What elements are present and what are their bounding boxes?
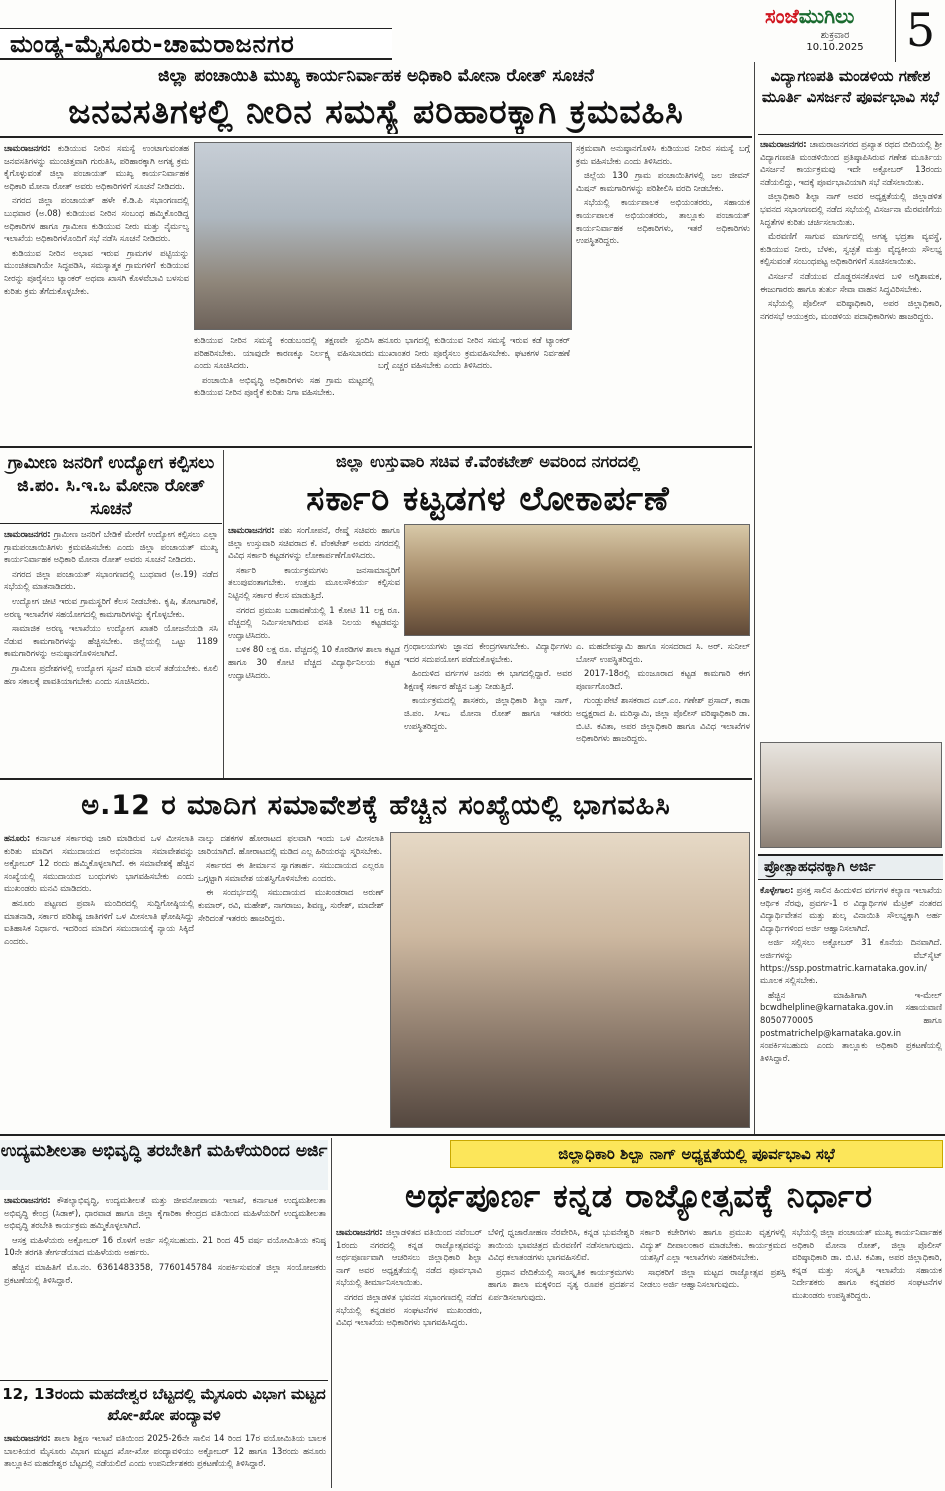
sidebar2-body: ಕೊಳ್ಳೇಗಾಲ: ಪ್ರಸಕ್ತ ಸಾಲಿನ ಹಿಂದುಳಿದ ವರ್ಗಗಳ ಕಲ್ಯಾಣ ಇಲಾಖೆಯ ಆರ್ಥಿಕ ನೆರವು, ಪ್ರವರ್ಗ-1 ರ ವಿದ್ಯಾರ್ಥಿಗಳ ಮೆಟ್ರಿಕ್ ನಂತರದ ವಿದ್ಯಾರ್ಥಿವೇತನ ಮತ್ತು ಶುಲ್ಕ ವಿನಾಯಿತಿ ಸೌಲಭ್ಯಕ್ಕಾಗಿ ಅರ್ಹ ವಿದ್ಯಾರ್ಥಿಗಳಿಂದ ಅರ್ಜಿ ಆಹ್ವಾನಿಸಲಾಗಿದೆ. ಅರ್ಜಿ ಸಲ್ಲಿಸಲು ಅಕ್ಟೋಬರ್ 31 ಕೊನೆಯ ದಿನವಾಗಿದೆ. ಅರ್ಜಿಗಳನ್ನು ವೆಬ್‌ಸೈಟ್ https://ssp.postmatric.karnataka.gov.in/ ಮೂಲಕ ಸಲ್ಲಿಸಬೇಕು. ಹೆಚ್ಚಿನ ಮಾಹಿತಿಗಾಗಿ ಇ-ಮೇಲ್ bcwdhelpline@karnataka.gov.in ಸಹಾಯವಾಣಿ 8050770005 ಹಾಗೂ postmatrichelp@karnataka.gov.in ಸಂಪರ್ಕಿಸಬಹುದು ಎಂದು ತಾಲ್ಲೂಕು ಅಧಿಕಾರಿ ಪ್ರಕಟಣೆಯಲ್ಲಿ ತಿಳಿಸಿದ್ದಾರೆ. xyxy=(760,885,942,1063)
story3-col3: ಎ. ಮಹದೇವಸ್ವಾಮಿ ಹಾಗೂ ಸಂಸದರಾದ ಸಿ. ಅರ್. ಸುನೀಲ್ ಬೋಸ್ ಉಪಸ್ಥಿತರಿದ್ದರು. 2017-18ರಲ್ಲಿ ಮಂಜೂರಾದ ಕಟ್ಟಡ ಕಾಮಗಾರಿ ಈಗ ಪೂರ್ಣಗೊಂಡಿದೆ. ಗುಂಡ್ಲುಪೇಟೆ ಶಾಸಕರಾದ ಎಚ್.ಎಂ. ಗಣೇಶ್ ಪ್ರಸಾದ್, ಕಾಡಾ ಅಧ್ಯಕ್ಷರಾದ ಪಿ. ಮರಿಸ್ವಾಮಿ, ಜಿಲ್ಲಾ ಪೊಲೀಸ್ ವರಿಷ್ಠಾಧಿಕಾರಿ ಡಾ. ಬಿ.ಟಿ. ಕವಿತಾ, ಅಪರ ಜಿಲ್ಲಾಧಿಕಾರಿ ಹಾಗೂ ವಿವಿಧ ಇಲಾಖೆಗಳ ಅಧಿಕಾರಿಗಳು ಹಾಜರಿದ್ದರು. xyxy=(576,641,750,744)
story7-tag: ಜಿಲ್ಲಾಧಿಕಾರಿ ಶಿಲ್ಪಾ ನಾಗ್ ಅಧ್ಯಕ್ಷತೆಯಲ್ಲಿ ಪೂರ್ವಭಾವಿ ಸಭೆ xyxy=(450,1140,943,1168)
story1-headline: ಜನವಸತಿಗಳಲ್ಲಿ ನೀರಿನ ಸಮಸ್ಯೆ ಪರಿಹಾರಕ್ಕಾಗಿ ಕ್ರಮವಹಿಸಿ xyxy=(68,92,684,131)
story2-title: ಗ್ರಾಮೀಣ ಜನರಿಗೆ ಉದ್ಯೋಗ ಕಲ್ಪಿಸಲು ಜಿ.ಪಂ. ಸಿ.ಇ.ಒ ಮೋನಾ ರೋತ್ ಸೂಚನೆ xyxy=(0,452,222,524)
sidebar1-title: ವಿದ್ಯಾಗಣಪತಿ ಮಂಡಳಿಯ ಗಣೇಶ ಮೂರ್ತಿ ವಿಸರ್ಜನೆ ಪೂರ್ವಭಾವಿ ಸಭೆ xyxy=(761,67,940,106)
section-region-title: ಮಂಡ್ಯ-ಮೈಸೂರು-ಚಾಮರಾಜನಗರ xyxy=(0,28,392,60)
page-number: 5 xyxy=(895,0,945,62)
story5-body: ಚಾಮರಾಜನಗರ: ಕೌಶಲ್ಯಾಭಿವೃದ್ಧಿ, ಉದ್ಯಮಶೀಲತೆ ಮತ್ತು ಜೀವನೋಪಾಯ ಇಲಾಖೆ, ಕರ್ನಾಟಕ ಉದ್ಯಮಶೀಲತಾ ಅಭಿವೃದ್ಧಿ ಕೇಂದ್ರ (ಸಿಡಾಕ್), ಧಾರವಾಡ ಹಾಗೂ ಜಿಲ್ಲಾ ಕೈಗಾರಿಕಾ ಕೇಂದ್ರದ ವತಿಯಿಂದ ಮಹಿಳೆಯರಿಗೆ ಉದ್ಯಮಶೀಲತಾ ಅಭಿವೃದ್ಧಿ ತರಬೇತಿ ಕಾರ್ಯಕ್ರಮ ಹಮ್ಮಿಕೊಳ್ಳಲಾಗಿದೆ. ಆಸಕ್ತ ಮಹಿಳೆಯರು ಅಕ್ಟೋಬರ್ 16 ರೊಳಗೆ ಅರ್ಜಿ ಸಲ್ಲಿಸಬಹುದು. 21 ರಿಂದ 45 ವರ್ಷ ವಯೋಮಿತಿಯ ಕನಿಷ್ಠ 10ನೇ ತರಗತಿ ತೇರ್ಗಡೆಯಾದ ಮಹಿಳೆಯರು ಅರ್ಹರು. ಹೆಚ್ಚಿನ ಮಾಹಿತಿಗೆ ಮೊ.ನಂ. 6361483358, 7760145784 ಸಂಪರ್ಕಿಸುವಂತೆ ಜಿಲ್ಲಾ ಸಂಯೋಜಕರು ಪ್ರಕಟಣೆಯಲ್ಲಿ ತಿಳಿಸಿದ್ದಾರೆ. xyxy=(4,1195,326,1285)
issue-day: ಶುಕ್ರವಾರ xyxy=(820,30,850,41)
story3-photo xyxy=(404,524,750,636)
brand-name-b: ಮುಗಿಲು xyxy=(798,4,855,28)
story6-body: ಚಾಮರಾಜನಗರ: ಶಾಲಾ ಶಿಕ್ಷಣ ಇಲಾಖೆ ವತಿಯಿಂದ 2025-26ನೇ ಸಾಲಿನ 14 ರಿಂದ 17ರ ವಯೋಮಿತಿಯ ಬಾಲಕ ಬಾಲಕಿಯರ ಮೈಸೂರು ವಿಭಾಗ ಮಟ್ಟದ ಖೋ-ಖೋ ಪಂದ್ಯಾವಳಿಯು ಅಕ್ಟೋಬರ್ 12 ಹಾಗೂ 13ರಂದು ಹನೂರು ತಾಲ್ಲೂಕಿನ ಮಹದೇಶ್ವರ ಬೆಟ್ಟದಲ್ಲಿ ನಡೆಯಲಿದೆ ಎಂದು ಉಪನಿರ್ದೇಶಕರು ಪ್ರಕಟಣೆಯಲ್ಲಿ ತಿಳಿಸಿದ್ದಾರೆ. xyxy=(4,1433,326,1469)
brand-name-a: ಸಂಜೆ xyxy=(765,4,799,28)
story4-col1: ಹನೂರು: ಕರ್ನಾಟಕ ಸರ್ಕಾರವು ಜಾರಿ ಮಾಡಿರುವ ಒಳ ಮೀಸಲಾತಿ ಕುರಿತು ಮಾದಿಗ ಸಮುದಾಯದ ಅಭಿನಂದನಾ ಸಮಾವೇಶವನ್ನು ಅಕ್ಟೋಬರ್ 12 ರಂದು ಹಮ್ಮಿಕೊಳ್ಳಲಾಗಿದೆ. ಈ ಸಮಾವೇಶಕ್ಕೆ ಹೆಚ್ಚಿನ ಸಂಖ್ಯೆಯಲ್ಲಿ ಸಮುದಾಯದ ಬಂಧುಗಳು ಭಾಗವಹಿಸಬೇಕು ಎಂದು ಮುಖಂಡರು ಮನವಿ ಮಾಡಿದರು. ಹನೂರು ಪಟ್ಟಣದ ಪ್ರವಾಸಿ ಮಂದಿರದಲ್ಲಿ ಸುದ್ದಿಗೋಷ್ಠಿಯಲ್ಲಿ ಮಾತನಾಡಿ, ಸರ್ಕಾರ ಪರಿಶಿಷ್ಟ ಜಾತಿಗಳಿಗೆ ಒಳ ಮೀಸಲಾತಿ ಘೋಷಿಸಿದ್ದು ಐತಿಹಾಸಿಕ ನಿರ್ಧಾರ. ಇದರಿಂದ ಮಾದಿಗ ಸಮುದಾಯಕ್ಕೆ ನ್ಯಾಯ ಸಿಕ್ಕಿದೆ ಎಂದರು. xyxy=(4,833,194,946)
divider xyxy=(0,136,752,138)
story3-col1: ಚಾಮರಾಜನಗರ: ಪಶು ಸಂಗೋಪನೆ, ರೇಷ್ಮೆ ಸಚಿವರು ಹಾಗೂ ಜಿಲ್ಲಾ ಉಸ್ತುವಾರಿ ಸಚಿವರಾದ ಕೆ. ವೆಂಕಟೇಶ್ ಅವರು ನಗರದಲ್ಲಿ ವಿವಿಧ ಸರ್ಕಾರಿ ಕಟ್ಟಡಗಳನ್ನು ಲೋಕಾರ್ಪಣೆಗೊಳಿಸಿದರು. ಸರ್ಕಾರಿ ಕಾರ್ಯಕ್ರಮಗಳು ಜನಸಾಮಾನ್ಯರಿಗೆ ತಲುಪುವಂತಾಗಬೇಕು. ಉತ್ತಮ ಮೂಲಸೌಕರ್ಯ ಕಲ್ಪಿಸುವ ನಿಟ್ಟಿನಲ್ಲಿ ಸರ್ಕಾರ ಕೆಲಸ ಮಾಡುತ್ತಿದೆ. ನಗರದ ಪ್ರಮುಖ ಬಡಾವಣೆಯಲ್ಲಿ 1 ಕೋಟಿ 11 ಲಕ್ಷ ರೂ. ವೆಚ್ಚದಲ್ಲಿ ನಿರ್ಮಿಸಲಾಗಿರುವ ವಸತಿ ನಿಲಯ ಕಟ್ಟಡವನ್ನು ಉದ್ಘಾಟಿಸಿದರು. ಬಳಿಕ 80 ಲಕ್ಷ ರೂ. ವೆಚ್ಚದಲ್ಲಿ 10 ಕೊಠಡಿಗಳ ಶಾಲಾ ಕಟ್ಟಡ ಹಾಗೂ 30 ಕೋಟಿ ವೆಚ್ಚದ ವಿದ್ಯಾರ್ಥಿನಿಲಯ ಕಟ್ಟಡ ಉದ್ಘಾಟಿಸಿದರು. xyxy=(228,525,400,680)
story1-col4: ಸಕ್ರಮವಾಗಿ ಅನುಷ್ಠಾನಗೊಳಿಸಿ ಕುಡಿಯುವ ನೀರಿನ ಸಮಸ್ಯೆ ಬಗ್ಗೆ ಕ್ರಮ ವಹಿಸಬೇಕು ಎಂದು ತಿಳಿಸಿದರು. ಜಿಲ್ಲೆಯ 130 ಗ್ರಾಮ ಪಂಚಾಯಿತಿಗಳಲ್ಲಿ ಜಲ ಜೀವನ್ ಮಿಷನ್ ಕಾಮಗಾರಿಗಳನ್ನು ಪರಿಶೀಲಿಸಿ ವರದಿ ನೀಡಬೇಕು. ಸಭೆಯಲ್ಲಿ ಕಾರ್ಯಪಾಲಕ ಅಭಿಯಂತರರು, ಸಹಾಯಕ ಕಾರ್ಯಪಾಲಕ ಅಭಿಯಂತರರು, ತಾಲ್ಲೂಕು ಪಂಚಾಯತ್ ಕಾರ್ಯನಿರ್ವಾಹಕ ಅಧಿಕಾರಿಗಳು, ಇತರೆ ಅಧಿಕಾರಿಗಳು ಉಪಸ್ಥಿತರಿದ್ದರು. xyxy=(576,143,750,246)
brand-logo xyxy=(765,4,895,32)
column-divider xyxy=(331,1138,332,1488)
story5-title: ಉದ್ಯಮಶೀಲತಾ ಅಭಿವೃದ್ಧಿ ತರಬೇತಿಗೆ ಮಹಿಳೆಯರಿಂದ ಅರ್ಜಿ xyxy=(0,1140,328,1190)
story4-headline: ಅ.12 ರ ಮಾದಿಗ ಸಮಾವೇಶಕ್ಕೆ ಹೆಚ್ಚಿನ ಸಂಖ್ಯೆಯಲ್ಲಿ ಭಾಗವಹಿಸಿ xyxy=(81,790,671,821)
story1-col3: ಹನೂರು ಭಾಗದಲ್ಲಿ ಕುಡಿಯುವ ನೀರಿನ ಸಮಸ್ಯೆ ಇರುವ ಕಡೆ ಟ್ಯಾಂಕರ್ ಮುಖಾಂತರ ನೀರು ಪೂರೈಸಲು ಕ್ರಮವಹಿಸಬೇಕು. ಘಟಕಗಳ ನಿರ್ವಹಣೆ ಬಗ್ಗೆ ಎಚ್ಚರ ವಹಿಸಬೇಕು ಎಂದು ತಿಳಿಸಿದರು. xyxy=(378,335,570,371)
story4-photo xyxy=(390,832,750,1128)
story3-kicker: ಜಿಲ್ಲಾ ಉಸ್ತುವಾರಿ ಸಚಿವ ಕೆ.ವೆಂಕಟೇಶ್ ಅವರಿಂದ ನಗರದಲ್ಲಿ xyxy=(335,452,641,471)
divider xyxy=(758,134,943,135)
story3-col2: ಗ್ರಂಥಾಲಯಗಳು ಜ್ಞಾನದ ಕೇಂದ್ರಗಳಾಗಬೇಕು. ವಿದ್ಯಾರ್ಥಿಗಳು ಇದರ ಸದುಪಯೋಗ ಪಡೆದುಕೊಳ್ಳಬೇಕು. ಹಿಂದುಳಿದ ವರ್ಗಗಳ ಜನರು ಈ ಭಾಗದಲ್ಲಿದ್ದಾರೆ. ಅವರ ಶಿಕ್ಷಣಕ್ಕೆ ಸರ್ಕಾರ ಹೆಚ್ಚಿನ ಒತ್ತು ನೀಡುತ್ತಿದೆ. ಕಾರ್ಯಕ್ರಮದಲ್ಲಿ ಶಾಸಕರು, ಜಿಲ್ಲಾಧಿಕಾರಿ ಶಿಲ್ಪಾ ನಾಗ್, ಜಿ.ಪಂ. ಸಿಇಒ ಮೋನಾ ರೋತ್ ಹಾಗೂ ಇತರರು ಉಪಸ್ಥಿತರಿದ್ದರು. xyxy=(404,641,572,731)
divider xyxy=(0,1380,328,1381)
divider xyxy=(0,778,752,780)
story7-col1: ಚಾಮರಾಜನಗರ: ಜಿಲ್ಲಾಡಳಿತದ ವತಿಯಿಂದ ನವೆಂಬರ್ 1ರಂದು ನಗರದಲ್ಲಿ ಕನ್ನಡ ರಾಜ್ಯೋತ್ಸವವನ್ನು ಅರ್ಥಪೂರ್ಣವಾಗಿ ಆಚರಿಸಲು ಜಿಲ್ಲಾಧಿಕಾರಿ ಶಿಲ್ಪಾ ನಾಗ್ ಅವರ ಅಧ್ಯಕ್ಷತೆಯಲ್ಲಿ ನಡೆದ ಪೂರ್ವಭಾವಿ ಸಭೆಯಲ್ಲಿ ತೀರ್ಮಾನಿಸಲಾಯಿತು. ನಗರದ ಜಿಲ್ಲಾಡಳಿತ ಭವನದ ಸಭಾಂಗಣದಲ್ಲಿ ನಡೆದ ಸಭೆಯಲ್ಲಿ ಕನ್ನಡಪರ ಸಂಘಟನೆಗಳ ಮುಖಂಡರು, ವಿವಿಧ ಇಲಾಖೆಯ ಅಧಿಕಾರಿಗಳು ಭಾಗವಹಿಸಿದ್ದರು. xyxy=(336,1227,482,1328)
story4-col2: ನಾಲ್ಕು ದಶಕಗಳ ಹೋರಾಟದ ಫಲವಾಗಿ ಇಂದು ಒಳ ಮೀಸಲಾತಿ ಜಾರಿಯಾಗಿದೆ. ಹೋರಾಟದಲ್ಲಿ ಮಡಿದ ಎಲ್ಲ ಹಿರಿಯರನ್ನು ಸ್ಮರಿಸಬೇಕು. ಸರ್ಕಾರದ ಈ ತೀರ್ಮಾನ ಸ್ವಾಗತಾರ್ಹ. ಸಮುದಾಯದ ಎಲ್ಲರೂ ಒಗ್ಗಟ್ಟಾಗಿ ಸಮಾವೇಶ ಯಶಸ್ವಿಗೊಳಿಸಬೇಕು ಎಂದರು. ಈ ಸಂದರ್ಭದಲ್ಲಿ ಸಮುದಾಯದ ಮುಖಂಡರಾದ ಅರುಣ್ ಕುಮಾರ್, ರವಿ, ಮಹೇಶ್, ನಾಗರಾಜು, ಶಿವಣ್ಣ, ಸುರೇಶ್, ಮಾದೇಶ್ ಸೇರಿದಂತೆ ಇತರರು ಹಾಜರಿದ್ದರು. xyxy=(198,833,384,923)
story1-photo xyxy=(194,142,572,330)
sidebar2-title: ಪ್ರೋತ್ಸಾಹಧನಕ್ಕಾಗಿ ಅರ್ಜಿ xyxy=(758,854,943,880)
story7-col3: ಸರ್ಕಾರಿ ಕಚೇರಿಗಳು ಹಾಗೂ ಪ್ರಮುಖ ವೃತ್ತಗಳಲ್ಲಿ ವಿದ್ಯುತ್ ದೀಪಾಲಂಕಾರ ಮಾಡಬೇಕು. ಕಾರ್ಯಕ್ರಮದ ಯಶಸ್ಸಿಗೆ ಎಲ್ಲಾ ಇಲಾಖೆಗಳು ಸಹಕರಿಸಬೇಕು. ಸಾಧಕರಿಗೆ ಜಿಲ್ಲಾ ಮಟ್ಟದ ರಾಜ್ಯೋತ್ಸವ ಪ್ರಶಸ್ತಿ ನೀಡಲು ಅರ್ಜಿ ಆಹ್ವಾನಿಸಲಾಗುವುದು. xyxy=(640,1227,786,1290)
story6-title: 12, 13ರಂದು ಮಹದೇಶ್ವರ ಬೆಟ್ಟದಲ್ಲಿ ಮೈಸೂರು ವಿಭಾಗ ಮಟ್ಟದ ಖೋ-ಖೋ ಪಂದ್ಯಾವಳಿ xyxy=(2,1385,326,1424)
story7-col4: ಸಭೆಯಲ್ಲಿ ಜಿಲ್ಲಾ ಪಂಚಾಯತ್ ಮುಖ್ಯ ಕಾರ್ಯನಿರ್ವಾಹಕ ಅಧಿಕಾರಿ ಮೋನಾ ರೋತ್, ಜಿಲ್ಲಾ ಪೊಲೀಸ್ ವರಿಷ್ಠಾಧಿಕಾರಿ ಡಾ. ಬಿ.ಟಿ. ಕವಿತಾ, ಅಪರ ಜಿಲ್ಲಾಧಿಕಾರಿ, ಕನ್ನಡ ಮತ್ತು ಸಂಸ್ಕೃತಿ ಇಲಾಖೆಯ ಸಹಾಯಕ ನಿರ್ದೇಶಕರು ಹಾಗೂ ಕನ್ನಡಪರ ಸಂಘಟನೆಗಳ ಮುಖಂಡರು ಉಪಸ್ಥಿತರಿದ್ದರು. xyxy=(792,1227,942,1300)
story2-body: ಚಾಮರಾಜನಗರ: ಗ್ರಾಮೀಣ ಜನರಿಗೆ ಬೇಡಿಕೆ ಮೇರೆಗೆ ಉದ್ಯೋಗ ಕಲ್ಪಿಸಲು ಎಲ್ಲಾ ಗ್ರಾಮಪಂಚಾಯಿತಿಗಳು ಕ್ರಮವಹಿಸಬೇಕು ಎಂದು ಜಿಲ್ಲಾ ಪಂಚಾಯತ್ ಮುಖ್ಯ ಕಾರ್ಯನಿರ್ವಾಹಕ ಅಧಿಕಾರಿ ಮೋನಾ ರೋತ್ ಅವರು ಸೂಚನೆ ನೀಡಿದರು. ನಗರದ ಜಿಲ್ಲಾ ಪಂಚಾಯತ್ ಸಭಾಂಗಣದಲ್ಲಿ ಬುಧವಾರ (ಅ.19) ನಡೆದ ಸಭೆಯಲ್ಲಿ ಮಾತನಾಡಿದರು. ಉದ್ಯೋಗ ಚೀಟಿ ಇರುವ ಗ್ರಾಮಸ್ಥರಿಗೆ ಕೆಲಸ ನೀಡಬೇಕು. ಕೃಷಿ, ತೋಟಗಾರಿಕೆ, ಅರಣ್ಯ ಇಲಾಖೆಗಳ ಸಹಯೋಗದಲ್ಲಿ ಕಾಮಗಾರಿಗಳನ್ನು ಕೈಗೊಳ್ಳಬೇಕು. ಸಾಮಾಜಿಕ ಅರಣ್ಯ ಇಲಾಖೆಯು ಉದ್ಯೋಗ ಖಾತರಿ ಯೋಜನೆಯಡಿ ಸಸಿ ನೆಡುವ ಕಾಮಗಾರಿಗಳನ್ನು ಹೆಚ್ಚಿಸಬೇಕು. ಜಿಲ್ಲೆಯಲ್ಲಿ ಒಟ್ಟು 1189 ಕಾಮಗಾರಿಗಳನ್ನು ಅನುಷ್ಠಾನಗೊಳಿಸಲಾಗಿದೆ. ಗ್ರಾಮೀಣ ಪ್ರದೇಶಗಳಲ್ಲಿ ಉದ್ಯೋಗ ಸೃಜನೆ ಮಾಡಿ ವಲಸೆ ತಡೆಯಬೇಕು. ಕೂಲಿ ಹಣ ಸಕಾಲಕ್ಕೆ ಪಾವತಿಯಾಗಬೇಕು ಎಂದು ಸೂಚಿಸಿದರು. xyxy=(4,529,218,686)
column-divider xyxy=(754,62,755,1134)
sidebar1-photo xyxy=(760,742,942,848)
story1-col1: ಚಾಮರಾಜನಗರ: ಕುಡಿಯುವ ನೀರಿನ ಸಮಸ್ಯೆ ಉಂಟಾಗುವಂತಹ ಜನವಸತಿಗಳನ್ನು ಮುಂಚಿತ್ತವಾಗಿ ಗುರುತಿಸಿ, ಪರಿಹಾರಕ್ಕಾಗಿ ಅಗತ್ಯ ಕ್ರಮ ಕೈಗೊಳ್ಳುವಂತೆ ಜಿಲ್ಲಾ ಪಂಚಾಯತ್ ಮುಖ್ಯ ಕಾರ್ಯನಿರ್ವಾಹಕ ಅಧಿಕಾರಿ ಮೋನಾ ರೋತ್ ಅವರು ಅಧಿಕಾರಿಗಳಿಗೆ ಸೂಚನೆ ನೀಡಿದರು. ನಗರದ ಜಿಲ್ಲಾ ಪಂಚಾಯತ್ ಹಳೇ ಕೆ.ಡಿ.ಪಿ ಸಭಾಂಗಣದಲ್ಲಿ ಬುಧವಾರ (ಅ.08) ಕುಡಿಯುವ ನೀರಿನ ಸಂಬಂಧ ಹಮ್ಮಿಕೊಂಡಿದ್ದ ಅಧಿಕಾರಿಗಳ ಹಾಗೂ ಗ್ರಾಮೀಣ ಕುಡಿಯುವ ನೀರು ಮತ್ತು ನೈರ್ಮಲ್ಯ ಇಲಾಖೆಯ ಅಧಿಕಾರಿಗಳೊಂದಿಗೆ ಸಭೆ ನಡೆಸಿ ಸೂಚನೆ ನೀಡಿದರು. ಕುಡಿಯುವ ನೀರಿನ ಅಭಾವ ಇರುವ ಗ್ರಾಮಗಳ ಪಟ್ಟಿಯನ್ನು ಮುಂಚಿತವಾಗಿಯೇ ಸಿದ್ಧಪಡಿಸಿ, ಸಮಸ್ಯಾತ್ಮಕ ಗ್ರಾಮಗಳಿಗೆ ಕುಡಿಯುವ ನೀರನ್ನು ಪೂರೈಸಲು ಟ್ಯಾಂಕರ್ ಅಥವಾ ಖಾಸಗಿ ಕೊಳವೆಬಾವಿ ಬಳಸುವ ಕುರಿತು ಕ್ರಮ ತೆಗೆದುಕೊಳ್ಳಬೇಕು. xyxy=(4,143,189,296)
column-divider xyxy=(223,450,224,778)
divider xyxy=(0,1134,945,1136)
sidebar1-body: ಚಾಮರಾಜನಗರ: ಚಾಮರಾಜನಗರದ ಪ್ರಖ್ಯಾತ ರಥದ ಬೀದಿಯಲ್ಲಿ ಶ್ರೀ ವಿದ್ಯಾಗಣಪತಿ ಮಂಡಳಿಯಿಂದ ಪ್ರತಿಷ್ಠಾಪಿಸಿರುವ ಗಣೇಶ ಮೂರ್ತಿಯ ವಿಸರ್ಜನೆ ಕಾರ್ಯಕ್ರಮವು ಇದೇ ಅಕ್ಟೋಬರ್ 13ರಂದು ನಡೆಯಲಿದ್ದು, ಇದಕ್ಕೆ ಪೂರ್ವಭಾವಿಯಾಗಿ ಸಭೆ ನಡೆಸಲಾಯಿತು. ಜಿಲ್ಲಾಧಿಕಾರಿ ಶಿಲ್ಪಾ ನಾಗ್ ಅವರ ಅಧ್ಯಕ್ಷತೆಯಲ್ಲಿ ಜಿಲ್ಲಾಡಳಿತ ಭವನದ ಸಭಾಂಗಣದಲ್ಲಿ ನಡೆದ ಸಭೆಯಲ್ಲಿ ವಿಸರ್ಜನಾ ಮೆರವಣಿಗೆಯ ಸಿದ್ಧತೆಗಳ ಕುರಿತು ಚರ್ಚಿಸಲಾಯಿತು. ಮೆರವಣಿಗೆ ಸಾಗುವ ಮಾರ್ಗದಲ್ಲಿ ಅಗತ್ಯ ಭದ್ರತಾ ವ್ಯವಸ್ಥೆ, ಕುಡಿಯುವ ನೀರು, ಬೆಳಕು, ಸ್ವಚ್ಛತೆ ಮತ್ತು ವೈದ್ಯಕೀಯ ಸೌಲಭ್ಯ ಕಲ್ಪಿಸುವಂತೆ ಸಂಬಂಧಪಟ್ಟ ಅಧಿಕಾರಿಗಳಿಗೆ ಸೂಚಿಸಲಾಯಿತು. ವಿಸರ್ಜನೆ ನಡೆಯುವ ದೊಡ್ಡರಸನಕೊಳದ ಬಳಿ ಅಗ್ನಿಶಾಮಕ, ಈಜುಗಾರರು ಹಾಗೂ ತುರ್ತು ಸೇವಾ ವಾಹನ ಸಿದ್ಧವಿರಿಸಬೇಕು. ಸಭೆಯಲ್ಲಿ ಪೊಲೀಸ್ ವರಿಷ್ಠಾಧಿಕಾರಿ, ಅಪರ ಜಿಲ್ಲಾಧಿಕಾರಿ, ನಗರಸಭೆ ಆಯುಕ್ತರು, ಮಂಡಳಿಯ ಪದಾಧಿಕಾರಿಗಳು ಹಾಜರಿದ್ದರು. xyxy=(760,139,942,321)
divider xyxy=(0,446,752,448)
story7-headline: ಅರ್ಥಪೂರ್ಣ ಕನ್ನಡ ರಾಜ್ಯೋತ್ಸವಕ್ಕೆ ನಿರ್ಧಾರ xyxy=(405,1177,873,1215)
story3-headline: ಸರ್ಕಾರಿ ಕಟ್ಟಡಗಳ ಲೋಕಾರ್ಪಣೆ xyxy=(306,479,670,519)
story7-col2: ಬೆಳಿಗ್ಗೆ ಧ್ವಜಾರೋಹಣ ನೆರವೇರಿಸಿ, ಕನ್ನಡ ಭುವನೇಶ್ವರಿ ತಾಯಿಯ ಭಾವಚಿತ್ರದ ಮೆರವಣಿಗೆ ನಡೆಸಲಾಗುವುದು. ವಿವಿಧ ಕಲಾತಂಡಗಳು ಭಾಗವಹಿಸಲಿವೆ. ಪ್ರಧಾನ ವೇದಿಕೆಯಲ್ಲಿ ಸಾಂಸ್ಕೃತಿಕ ಕಾರ್ಯಕ್ರಮಗಳು ಹಾಗೂ ಶಾಲಾ ಮಕ್ಕಳಿಂದ ನೃತ್ಯ ರೂಪಕ ಪ್ರದರ್ಶನ ಏರ್ಪಡಿಸಲಾಗುವುದು. xyxy=(488,1227,634,1302)
story1-col2: ಕುಡಿಯುವ ನೀರಿನ ಸಮಸ್ಯೆ ಕಂಡುಬಂದಲ್ಲಿ ತಕ್ಷಣವೇ ಸ್ಪಂದಿಸಿ ಪರಿಹರಿಸಬೇಕು. ಯಾವುದೇ ಕಾರಣಕ್ಕೂ ನಿರ್ಲಕ್ಷ್ಯ ವಹಿಸಬಾರದು ಎಂದು ಸೂಚಿಸಿದರು. ಪಂಚಾಯಿತಿ ಅಭಿವೃದ್ಧಿ ಅಧಿಕಾರಿಗಳು ಸಹ ಗ್ರಾಮ ಮಟ್ಟದಲ್ಲಿ ಕುಡಿಯುವ ನೀರಿನ ಪೂರೈಕೆ ಕುರಿತು ನಿಗಾ ವಹಿಸಬೇಕು. xyxy=(194,335,374,398)
story1-kicker: ಜಿಲ್ಲಾ ಪಂಚಾಯಿತಿ ಮುಖ್ಯ ಕಾರ್ಯನಿರ್ವಾಹಕ ಅಧಿಕಾರಿ ಮೋನಾ ರೋತ್ ಸೂಚನೆ xyxy=(158,66,594,86)
issue-date: 10.10.2025 xyxy=(806,42,864,53)
